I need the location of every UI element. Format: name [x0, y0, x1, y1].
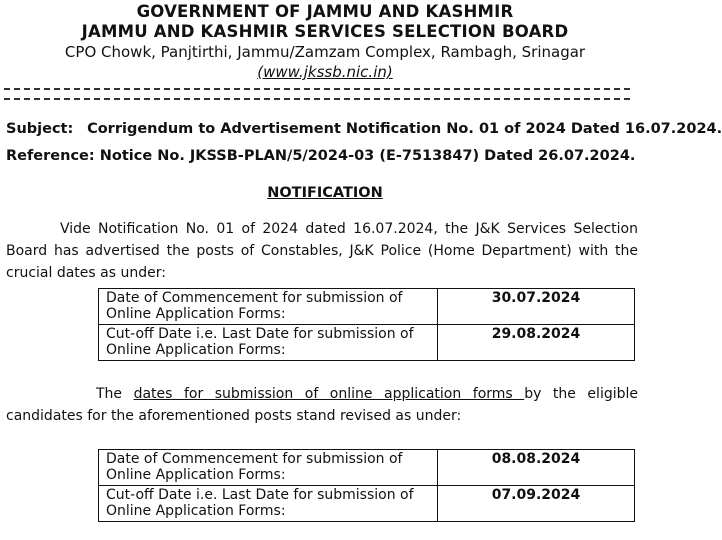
table-row: [99, 325, 635, 361]
reference-label: Reference:: [6, 148, 95, 164]
revised-dates-paragraph: [6, 383, 638, 427]
table-cell-label: Cut-off Date i.e. Last Date for submission of Online Application Forms:: [99, 486, 438, 522]
table-cell-date: 30.07.2024: [438, 289, 635, 325]
government-title: GOVERNMENT OF JAMMU AND KASHMIR: [136, 2, 514, 21]
subject-label: Subject:: [6, 121, 74, 137]
table-row: [99, 450, 635, 486]
paragraph-text: by the eligible candidates for the aforementioned posts stand revised as under:: [6, 386, 638, 424]
original-dates-paragraph: Vide Notification No. 01 of 2024 dated 16.07.2024, the J&K Services Selection Board has advertised the posts of Constables, J&K Police (Home Department) with the crucial dates as under:: [6, 221, 638, 281]
table-row: [99, 289, 635, 325]
paragraph-underlined-text: dates for submission of online application forms: [133, 386, 525, 402]
table-cell-label: Cut-off Date i.e. Last Date for submission of Online Application Forms:: [99, 325, 438, 361]
subject-text: Corrigendum to Advertisement Notification No. 01 of 2024 Dated 16.07.2024.: [87, 121, 722, 137]
website-link[interactable]: (www.jkssb.nic.in): [257, 63, 393, 81]
notification-heading: NOTIFICATION: [267, 185, 383, 201]
subject-line: [6, 119, 722, 139]
table-cell-date: 07.09.2024: [438, 486, 635, 522]
reference-line: [6, 146, 646, 166]
original-dates-table: [98, 288, 635, 361]
letterhead: [0, 2, 650, 82]
table-cell-date: 29.08.2024: [438, 325, 635, 361]
revised-dates-table: [98, 449, 635, 522]
board-title: JAMMU AND KASHMIR SERVICES SELECTION BOARD: [81, 22, 569, 41]
table-cell-label: Date of Commencement for submission of Online Application Forms:: [99, 289, 438, 325]
table-cell-label: Date of Commencement for submission of Online Application Forms:: [99, 450, 438, 486]
reference-text: Notice No. JKSSB-PLAN/5/2024-03 (E-7513847) Dated 26.07.2024.: [99, 148, 636, 164]
table-row: [99, 486, 635, 522]
table-cell-date: 08.08.2024: [438, 450, 635, 486]
paragraph-text: The: [96, 386, 134, 402]
header-divider: [4, 88, 630, 100]
board-address: CPO Chowk, Panjtirthi, Jammu/Zamzam Complex, Rambagh, Srinagar: [64, 43, 586, 61]
